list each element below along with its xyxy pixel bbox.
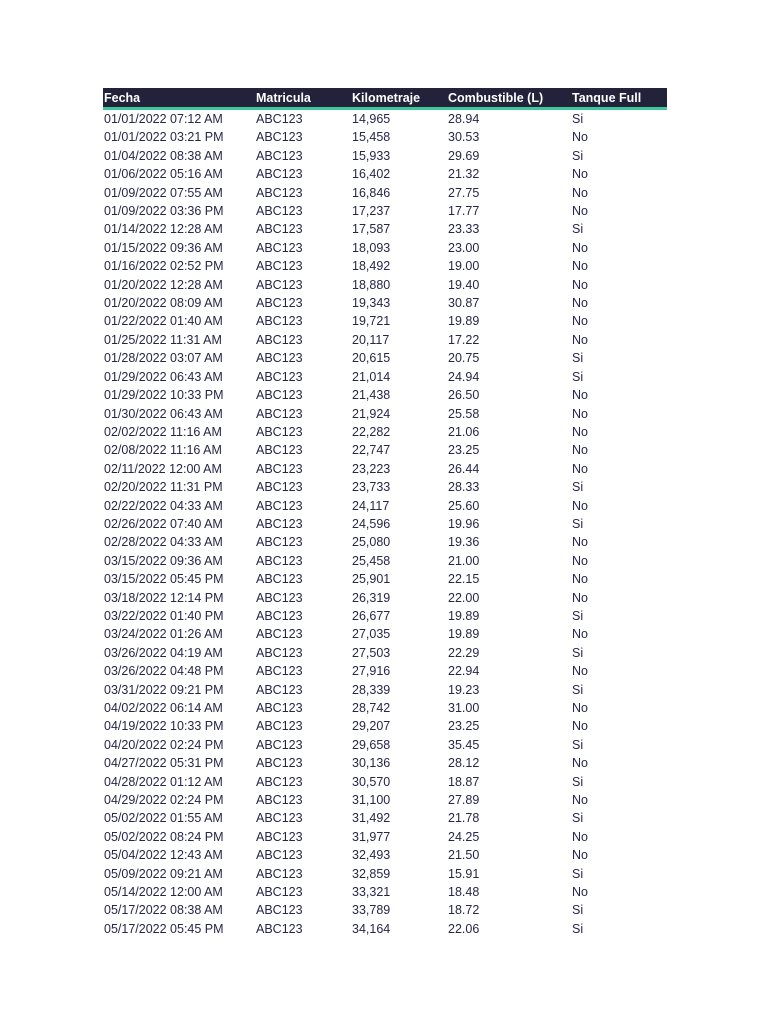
tanque-full-cell[interactable]: No: [572, 277, 588, 292]
combustible-cell[interactable]: 23.25: [448, 443, 480, 458]
combustible-cell[interactable]: 18.72: [448, 903, 480, 918]
matricula-cell[interactable]: ABC123: [256, 516, 303, 531]
combustible-cell[interactable]: 22.00: [448, 590, 480, 605]
kilometraje-cell[interactable]: 26,319: [352, 590, 391, 605]
combustible-cell[interactable]: 27.89: [448, 793, 480, 808]
kilometraje-cell[interactable]: 31,100: [352, 793, 391, 808]
fecha-cell[interactable]: 01/22/2022 01:40 AM: [104, 314, 223, 329]
fecha-cell[interactable]: 01/16/2022 02:52 PM: [104, 259, 224, 274]
kilometraje-cell[interactable]: 15,458: [352, 130, 391, 145]
fecha-cell[interactable]: 02/28/2022 04:33 AM: [104, 535, 223, 550]
tanque-full-cell[interactable]: Si: [572, 866, 584, 881]
tanque-full-cell[interactable]: No: [572, 424, 588, 439]
matricula-cell[interactable]: ABC123: [256, 240, 303, 255]
table-row[interactable]: [103, 441, 667, 459]
fecha-cell[interactable]: 02/26/2022 07:40 AM: [104, 516, 223, 531]
tanque-full-cell[interactable]: Si: [572, 682, 584, 697]
combustible-cell[interactable]: 18.48: [448, 885, 480, 900]
kilometraje-cell[interactable]: 31,492: [352, 811, 391, 826]
tanque-full-cell[interactable]: No: [572, 756, 588, 771]
tanque-full-cell[interactable]: No: [572, 332, 588, 347]
kilometraje-cell[interactable]: 26,677: [352, 608, 391, 623]
matricula-cell[interactable]: ABC123: [256, 553, 303, 568]
table-row[interactable]: [103, 220, 667, 238]
tanque-full-cell[interactable]: No: [572, 240, 588, 255]
matricula-cell[interactable]: ABC123: [256, 498, 303, 513]
fecha-cell[interactable]: 01/09/2022 07:55 AM: [104, 185, 223, 200]
combustible-cell[interactable]: 21.32: [448, 167, 480, 182]
fecha-cell[interactable]: 03/18/2022 12:14 PM: [104, 590, 224, 605]
fecha-cell[interactable]: 04/02/2022 06:14 AM: [104, 701, 223, 715]
tanque-full-cell[interactable]: No: [572, 167, 588, 182]
matricula-cell[interactable]: ABC123: [256, 719, 303, 734]
tanque-full-cell[interactable]: No: [572, 185, 588, 200]
combustible-cell[interactable]: 19.36: [448, 535, 480, 550]
combustible-cell[interactable]: 19.40: [448, 277, 480, 292]
matricula-cell[interactable]: ABC123: [256, 590, 303, 605]
table-row[interactable]: [103, 662, 667, 680]
fecha-cell[interactable]: 03/26/2022 04:19 AM: [104, 645, 223, 660]
matricula-cell[interactable]: ABC123: [256, 185, 303, 200]
fecha-cell[interactable]: 01/29/2022 06:43 AM: [104, 369, 223, 384]
table-row[interactable]: [103, 644, 667, 662]
table-row[interactable]: [103, 699, 667, 717]
combustible-cell[interactable]: 20.75: [448, 351, 480, 366]
combustible-cell[interactable]: 23.33: [448, 222, 480, 237]
tanque-full-cell[interactable]: No: [572, 259, 588, 274]
kilometraje-cell[interactable]: 24,596: [352, 516, 391, 531]
tanque-full-cell[interactable]: No: [572, 664, 588, 679]
matricula-cell[interactable]: ABC123: [256, 388, 303, 403]
table-row[interactable]: [103, 184, 667, 202]
combustible-cell[interactable]: 19.89: [448, 314, 480, 329]
table-row[interactable]: [103, 828, 667, 846]
matricula-cell[interactable]: ABC123: [256, 406, 303, 421]
table-row[interactable]: [103, 552, 667, 570]
table-row[interactable]: [103, 202, 667, 220]
fecha-cell[interactable]: 03/31/2022 09:21 PM: [104, 682, 224, 697]
fecha-cell[interactable]: 01/09/2022 03:36 PM: [104, 204, 224, 219]
combustible-cell[interactable]: 21.78: [448, 811, 480, 826]
tanque-full-cell[interactable]: No: [572, 296, 588, 311]
kilometraje-cell[interactable]: 33,321: [352, 885, 391, 900]
fecha-cell[interactable]: 02/08/2022 11:16 AM: [104, 443, 222, 458]
table-row[interactable]: [103, 717, 667, 735]
header-row: [103, 88, 667, 109]
matricula-cell[interactable]: ABC123: [256, 259, 303, 274]
tanque-full-cell[interactable]: No: [572, 535, 588, 550]
fecha-cell[interactable]: 01/06/2022 05:16 AM: [104, 167, 223, 182]
kilometraje-cell[interactable]: 18,880: [352, 277, 391, 292]
combustible-cell[interactable]: 22.06: [448, 921, 480, 936]
tanque-full-cell[interactable]: No: [572, 443, 588, 458]
fecha-cell[interactable]: 01/30/2022 06:43 AM: [104, 406, 223, 421]
table-header: [103, 88, 667, 109]
tanque-full-cell[interactable]: Si: [572, 148, 584, 163]
combustible-cell[interactable]: 22.29: [448, 645, 480, 660]
kilometraje-cell[interactable]: 25,458: [352, 553, 391, 568]
fecha-cell[interactable]: 04/20/2022 02:24 PM: [104, 737, 224, 752]
combustible-cell[interactable]: 17.77: [448, 204, 480, 219]
matricula-cell[interactable]: ABC123: [256, 737, 303, 752]
combustible-cell[interactable]: 19.96: [448, 516, 480, 531]
kilometraje-cell[interactable]: 27,503: [352, 645, 391, 660]
fecha-cell[interactable]: 05/02/2022 08:24 PM: [104, 829, 224, 844]
tanque-full-cell[interactable]: Si: [572, 369, 584, 384]
matricula-cell[interactable]: ABC123: [256, 130, 303, 145]
matricula-cell[interactable]: ABC123: [256, 480, 303, 495]
fecha-cell[interactable]: 02/02/2022 11:16 AM: [104, 424, 222, 439]
kilometraje-cell[interactable]: 30,570: [352, 774, 391, 789]
matricula-cell[interactable]: ABC123: [256, 664, 303, 679]
matricula-cell[interactable]: ABC123: [256, 424, 303, 439]
matricula-cell[interactable]: ABC123: [256, 701, 303, 715]
fecha-cell[interactable]: 01/20/2022 12:28 AM: [104, 277, 223, 292]
combustible-cell[interactable]: 27.75: [448, 185, 480, 200]
table-row[interactable]: [103, 294, 667, 312]
fuel-log-sheet: [103, 88, 667, 938]
tanque-full-cell[interactable]: Si: [572, 112, 584, 126]
matricula-cell[interactable]: ABC123: [256, 572, 303, 587]
table-row[interactable]: [103, 109, 667, 129]
fecha-cell[interactable]: 05/09/2022 09:21 AM: [104, 866, 223, 881]
fecha-cell[interactable]: 05/14/2022 12:00 AM: [104, 885, 223, 900]
kilometraje-cell[interactable]: 27,916: [352, 664, 391, 679]
kilometraje-cell[interactable]: 21,438: [352, 388, 391, 403]
kilometraje-cell[interactable]: 16,846: [352, 185, 391, 200]
fecha-cell[interactable]: 05/04/2022 12:43 AM: [104, 848, 223, 863]
matricula-cell[interactable]: ABC123: [256, 222, 303, 237]
column-header-tanque-full[interactable]: Tanque Full: [571, 88, 667, 109]
combustible-cell[interactable]: 29.69: [448, 148, 480, 163]
matricula-cell[interactable]: ABC123: [256, 112, 303, 126]
kilometraje-cell[interactable]: 30,136: [352, 756, 391, 771]
matricula-cell[interactable]: ABC123: [256, 277, 303, 292]
kilometraje-cell[interactable]: 34,164: [352, 921, 391, 936]
kilometraje-cell[interactable]: 20,615: [352, 351, 391, 366]
kilometraje-cell[interactable]: 18,093: [352, 240, 391, 255]
tanque-full-cell[interactable]: No: [572, 627, 588, 642]
combustible-cell[interactable]: 31.00: [448, 701, 480, 715]
matricula-cell[interactable]: ABC123: [256, 756, 303, 771]
fecha-cell[interactable]: 01/04/2022 08:38 AM: [104, 148, 223, 163]
tanque-full-cell[interactable]: No: [572, 719, 588, 734]
tanque-full-cell[interactable]: Si: [572, 351, 584, 366]
table-row[interactable]: [103, 257, 667, 275]
table-row[interactable]: [103, 773, 667, 791]
table-row[interactable]: [103, 460, 667, 478]
kilometraje-cell[interactable]: 17,587: [352, 222, 391, 237]
kilometraje-cell[interactable]: 28,742: [352, 701, 391, 715]
matricula-cell[interactable]: ABC123: [256, 148, 303, 163]
table-row[interactable]: [103, 331, 667, 349]
combustible-cell[interactable]: 23.00: [448, 240, 480, 255]
table-row[interactable]: [103, 128, 667, 146]
tanque-full-cell[interactable]: No: [572, 461, 588, 476]
kilometraje-cell[interactable]: 14,965: [352, 112, 391, 126]
fecha-cell[interactable]: 01/28/2022 03:07 AM: [104, 351, 223, 366]
matricula-cell[interactable]: ABC123: [256, 885, 303, 900]
tanque-full-cell[interactable]: No: [572, 388, 588, 403]
kilometraje-cell[interactable]: 19,343: [352, 296, 391, 311]
tanque-full-cell[interactable]: Si: [572, 903, 584, 918]
kilometraje-cell[interactable]: 19,721: [352, 314, 391, 329]
fecha-cell[interactable]: 03/15/2022 09:36 AM: [104, 553, 223, 568]
matricula-cell[interactable]: ABC123: [256, 332, 303, 347]
combustible-cell[interactable]: 22.94: [448, 664, 480, 679]
fecha-cell[interactable]: 02/22/2022 04:33 AM: [104, 498, 223, 513]
matricula-cell[interactable]: ABC123: [256, 645, 303, 660]
kilometraje-cell[interactable]: 27,035: [352, 627, 391, 642]
matricula-cell[interactable]: ABC123: [256, 351, 303, 366]
fecha-cell[interactable]: 01/25/2022 11:31 AM: [104, 332, 222, 347]
fecha-cell[interactable]: 01/14/2022 12:28 AM: [104, 222, 223, 237]
table-row[interactable]: [103, 920, 667, 938]
fecha-cell[interactable]: 01/15/2022 09:36 AM: [104, 240, 223, 255]
tanque-full-cell[interactable]: No: [572, 314, 588, 329]
combustible-cell[interactable]: 24.94: [448, 369, 480, 384]
matricula-cell[interactable]: ABC123: [256, 204, 303, 219]
combustible-cell[interactable]: 19.00: [448, 259, 480, 274]
table-row[interactable]: [103, 165, 667, 183]
fecha-cell[interactable]: 05/02/2022 01:55 AM: [104, 811, 223, 826]
tanque-full-cell[interactable]: Si: [572, 737, 584, 752]
tanque-full-cell[interactable]: No: [572, 793, 588, 808]
fecha-cell[interactable]: 03/22/2022 01:40 PM: [104, 608, 224, 623]
matricula-cell[interactable]: ABC123: [256, 866, 303, 881]
matricula-cell[interactable]: ABC123: [256, 314, 303, 329]
combustible-cell[interactable]: 21.06: [448, 424, 480, 439]
kilometraje-cell[interactable]: 21,014: [352, 369, 391, 384]
kilometraje-cell[interactable]: 20,117: [352, 332, 390, 347]
table-row[interactable]: [103, 147, 667, 165]
fecha-cell[interactable]: 03/26/2022 04:48 PM: [104, 664, 224, 679]
column-header-fecha[interactable]: Fecha: [103, 88, 255, 109]
table-row[interactable]: [103, 625, 667, 643]
tanque-full-cell[interactable]: No: [572, 553, 588, 568]
fecha-cell[interactable]: 01/20/2022 08:09 AM: [104, 296, 223, 311]
fecha-cell[interactable]: 01/01/2022 07:12 AM: [104, 112, 223, 126]
tanque-full-cell[interactable]: Si: [572, 608, 584, 623]
table-row[interactable]: [103, 901, 667, 919]
tanque-full-cell[interactable]: No: [572, 885, 588, 900]
combustible-cell[interactable]: 30.87: [448, 296, 480, 311]
matricula-cell[interactable]: ABC123: [256, 296, 303, 311]
table-row[interactable]: [103, 607, 667, 625]
kilometraje-cell[interactable]: 25,080: [352, 535, 391, 550]
combustible-cell[interactable]: 23.25: [448, 719, 480, 734]
matricula-cell[interactable]: ABC123: [256, 608, 303, 623]
kilometraje-cell[interactable]: 23,733: [352, 480, 391, 495]
combustible-cell[interactable]: 26.44: [448, 461, 480, 476]
tanque-full-cell[interactable]: Si: [572, 516, 584, 531]
kilometraje-cell[interactable]: 24,117: [352, 498, 390, 513]
table-row[interactable]: [103, 865, 667, 883]
kilometraje-cell[interactable]: 33,789: [352, 903, 391, 918]
table-row[interactable]: [103, 736, 667, 754]
tanque-full-cell[interactable]: No: [572, 829, 588, 844]
matricula-cell[interactable]: ABC123: [256, 848, 303, 863]
matricula-cell[interactable]: ABC123: [256, 682, 303, 697]
kilometraje-cell[interactable]: 31,977: [352, 829, 391, 844]
fecha-cell[interactable]: 02/20/2022 11:31 PM: [104, 480, 223, 495]
matricula-cell[interactable]: ABC123: [256, 443, 303, 458]
table-row[interactable]: [103, 423, 667, 441]
matricula-cell[interactable]: ABC123: [256, 774, 303, 789]
kilometraje-cell[interactable]: 17,237: [352, 204, 391, 219]
column-header-combustible[interactable]: Combustible (L): [447, 88, 571, 109]
matricula-cell[interactable]: ABC123: [256, 793, 303, 808]
combustible-cell[interactable]: 21.50: [448, 848, 480, 863]
table-row[interactable]: [103, 681, 667, 699]
kilometraje-cell[interactable]: 29,658: [352, 737, 391, 752]
combustible-cell[interactable]: 17.22: [448, 332, 480, 347]
combustible-cell[interactable]: 30.53: [448, 130, 480, 145]
combustible-cell[interactable]: 22.15: [448, 572, 480, 587]
combustible-cell[interactable]: 19.89: [448, 608, 480, 623]
table-row[interactable]: [103, 239, 667, 257]
kilometraje-cell[interactable]: 16,402: [352, 167, 391, 182]
fecha-cell[interactable]: 03/24/2022 01:26 AM: [104, 627, 223, 642]
table-row[interactable]: [103, 312, 667, 330]
kilometraje-cell[interactable]: 29,207: [352, 719, 391, 734]
combustible-cell[interactable]: 15.91: [448, 866, 480, 881]
tanque-full-cell[interactable]: No: [572, 204, 588, 219]
combustible-cell[interactable]: 35.45: [448, 737, 480, 752]
kilometraje-cell[interactable]: 25,901: [352, 572, 391, 587]
table-row[interactable]: [103, 368, 667, 386]
fecha-cell[interactable]: 04/27/2022 05:31 PM: [104, 756, 224, 771]
kilometraje-cell[interactable]: 28,339: [352, 682, 391, 697]
combustible-cell[interactable]: 18.87: [448, 774, 480, 789]
combustible-cell[interactable]: 19.23: [448, 682, 480, 697]
tanque-full-cell[interactable]: Si: [572, 480, 584, 495]
tanque-full-cell[interactable]: No: [572, 701, 588, 715]
table-row[interactable]: [103, 405, 667, 423]
table-row[interactable]: [103, 589, 667, 607]
column-header-matricula[interactable]: Matricula: [255, 88, 351, 109]
kilometraje-cell[interactable]: 15,933: [352, 148, 391, 163]
table-row[interactable]: [103, 533, 667, 551]
table-row[interactable]: [103, 809, 667, 827]
tanque-full-cell[interactable]: Si: [572, 921, 584, 936]
fecha-cell[interactable]: 03/15/2022 05:45 PM: [104, 572, 224, 587]
table-row[interactable]: [103, 386, 667, 404]
fecha-cell[interactable]: 05/17/2022 08:38 AM: [104, 903, 223, 918]
column-header-kilometraje[interactable]: Kilometraje: [351, 88, 447, 109]
fecha-cell[interactable]: 02/11/2022 12:00 AM: [104, 461, 222, 476]
matricula-cell[interactable]: ABC123: [256, 535, 303, 550]
kilometraje-cell[interactable]: 22,747: [352, 443, 391, 458]
matricula-cell[interactable]: ABC123: [256, 903, 303, 918]
table-row[interactable]: [103, 570, 667, 588]
combustible-cell[interactable]: 28.12: [448, 756, 480, 771]
table-body: [103, 109, 667, 939]
table-row[interactable]: [103, 791, 667, 809]
kilometraje-cell[interactable]: 23,223: [352, 461, 391, 476]
matricula-cell[interactable]: ABC123: [256, 461, 303, 476]
tanque-full-cell[interactable]: Si: [572, 774, 584, 789]
matricula-cell[interactable]: ABC123: [256, 921, 303, 936]
table-row[interactable]: [103, 276, 667, 294]
tanque-full-cell[interactable]: No: [572, 498, 588, 513]
tanque-full-cell[interactable]: No: [572, 572, 588, 587]
tanque-full-cell[interactable]: No: [572, 590, 588, 605]
kilometraje-cell[interactable]: 21,924: [352, 406, 391, 421]
fecha-cell[interactable]: 04/29/2022 02:24 PM: [104, 793, 224, 808]
tanque-full-cell[interactable]: No: [572, 406, 588, 421]
fecha-cell[interactable]: 04/28/2022 01:12 AM: [104, 774, 223, 789]
matricula-cell[interactable]: ABC123: [256, 829, 303, 844]
table-row[interactable]: [103, 515, 667, 533]
combustible-cell[interactable]: 28.94: [448, 112, 480, 126]
kilometraje-cell[interactable]: 22,282: [352, 424, 391, 439]
tanque-full-cell[interactable]: Si: [572, 811, 584, 826]
combustible-cell[interactable]: 25.60: [448, 498, 480, 513]
matricula-cell[interactable]: ABC123: [256, 811, 303, 826]
table-row[interactable]: [103, 754, 667, 772]
combustible-cell[interactable]: 26.50: [448, 388, 480, 403]
fecha-cell[interactable]: 04/19/2022 10:33 PM: [104, 719, 224, 734]
combustible-cell[interactable]: 19.89: [448, 627, 480, 642]
fecha-cell[interactable]: 01/29/2022 10:33 PM: [104, 388, 224, 403]
tanque-full-cell[interactable]: No: [572, 130, 588, 145]
kilometraje-cell[interactable]: 18,492: [352, 259, 391, 274]
table-row[interactable]: [103, 349, 667, 367]
combustible-cell[interactable]: 28.33: [448, 480, 480, 495]
fecha-cell[interactable]: 01/01/2022 03:21 PM: [104, 130, 224, 145]
kilometraje-cell[interactable]: 32,859: [352, 866, 391, 881]
matricula-cell[interactable]: ABC123: [256, 167, 303, 182]
table-row[interactable]: [103, 883, 667, 901]
matricula-cell[interactable]: ABC123: [256, 627, 303, 642]
matricula-cell[interactable]: ABC123: [256, 369, 303, 384]
tanque-full-cell[interactable]: No: [572, 848, 588, 863]
combustible-cell[interactable]: 25.58: [448, 406, 480, 421]
combustible-cell[interactable]: 21.00: [448, 553, 480, 568]
kilometraje-cell[interactable]: 32,493: [352, 848, 391, 863]
table-row[interactable]: [103, 478, 667, 496]
fuel-log-table: [103, 88, 667, 938]
fecha-cell[interactable]: 05/17/2022 05:45 PM: [104, 921, 224, 936]
tanque-full-cell[interactable]: Si: [572, 645, 584, 660]
table-row[interactable]: [103, 497, 667, 515]
tanque-full-cell[interactable]: Si: [572, 222, 584, 237]
combustible-cell[interactable]: 24.25: [448, 829, 480, 844]
table-row[interactable]: [103, 846, 667, 864]
